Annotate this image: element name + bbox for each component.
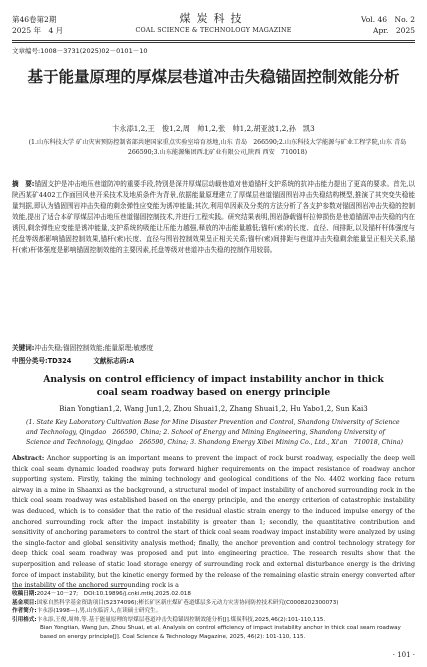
affiliations-zh: (1.山东科技大学 矿山灾害预防控制省部共建国家重点实验室培育基地,山东 青岛 266590;2.山东科技大学能源与矿业工程学院,山东 青岛 266590;3.山东能源集团西北矿业有限公司,陕西 西安 710018) xyxy=(28,139,413,156)
abstract-zh xyxy=(12,179,415,256)
footnote-rule xyxy=(12,588,127,589)
volume-zh: 第46卷第2期 xyxy=(12,15,57,24)
abstract-en-text: Anchor supporting is an important means to prevent the impact of rock burst roadway, especially the deep well thick coal seam dynamic loaded roadway puts forward higher requirements on the impact resistance of roadway anchor supporting system. Firstly, taking the mining technology and geological conditions of the No. 4402 working face return airway in a mine in Shaanxi as the background, a structural model of impact instability of anchored surrounding rock in the thick coal seam roadway was established based on the energy principle, and the energy criterion of catastrophic instability was deduced, which is to consider that the ratio of the residual elastic strain energy to the induced impulse energy of the anchored surrounding rock after the impact instability is greater than 1; secondly, the quantitative contribution and sensitivity of anchoring parameters to control the start of thick coal seam roadway impact instability were analyzed by using the single-factor and global sensitivity analysis method; finally, the anchor prevention and control technology strategy for deep thick coal seam roadway was proposed and put into engineering practice. The research results show that the superposition and release of static load storage energy of surrounding rock and external disturbance energy is the driving force of impact instability, but the kinetic energy formed by the release of the remaining elastic strain energy converted after the instability of the anchored surrounding rock is a xyxy=(12,455,415,590)
abstract-en-label: Abstract: xyxy=(12,455,45,462)
date-en: Apr. 2025 xyxy=(373,26,415,35)
journal-name-zh: 煤炭科技 xyxy=(179,12,248,25)
date-zh: 2025 年 4 月 xyxy=(12,26,64,35)
document-code: 文献标志码:A xyxy=(93,357,135,365)
citation-en: Bian Yongtian, Wang Jun, Zhou Shuai, et al. Analysis on control efficiency of impact instability anchor in thick coal seam roadway based on energy principle[J]. Coal Science & Technology Magazine, 2025, 46(2): 101-110, 115. xyxy=(40,625,401,640)
keywords-zh-text: 冲击失稳;锚固控制效能;能量原理;敏感度 xyxy=(34,344,154,352)
abstract-zh-label: 摘 要: xyxy=(12,180,35,188)
clc-number: 中图分类号:TD324 xyxy=(12,357,72,365)
title-en: Analysis on control efficiency of impact instability anchor in thick coal seam roadway based on energy principle xyxy=(43,374,384,398)
received-date: 收稿日期:2024－10－27; DOI:10.19896/j.cnki.mtkj.2025.02.018 xyxy=(12,591,191,597)
keywords-zh-label: 关键词: xyxy=(12,344,35,352)
authors-zh: 卞永添1,2,王 俊1,2,周 帅1,2,张 帅1,2,胡亚波1,2,孙 凯3 xyxy=(112,124,315,133)
keywords-zh xyxy=(12,343,415,354)
authors-en: Bian Yongtian1,2, Wang Jun1,2, Zhou Shuai1,2, Zhang Shuai1,2, Hu Yabo1,2, Sun Kai3 xyxy=(59,405,368,413)
citation-zh: 引用格式:卞永添,王俊,周帅,等.基于能量原理的厚煤层巷道冲击失稳锚固控制效能分析[J].煤炭科技,2025,46(2):101-110,115. xyxy=(12,616,326,623)
affiliations-en: (1. State Key Laboratory Cultivation Base for Mine Disaster Prevention and Control, Shandong University of Science and Technology, Qingdao 266590, China; 2. School of Energy and Mining Engineering, Shandong University of Science and Technology, Qingdao 266590, China; 3. Shandong Energy Xibei Mining Co., Ltd., Xi'an 710018, China) xyxy=(26,419,403,446)
footnotes xyxy=(12,590,415,642)
page-number: · 101 · xyxy=(392,651,415,659)
title-zh: 基于能量原理的厚煤层巷道冲击失稳锚固控制效能分析 xyxy=(27,68,400,86)
abstract-en xyxy=(12,454,415,592)
author-bio: 作者简介:卞永添(1998—),男,山东临沂人,在读硕士研究生。 xyxy=(12,608,162,615)
journal-name-en: COAL SCIENCE & TECHNOLOGY MAGAZINE xyxy=(135,27,292,34)
header-rule-thin xyxy=(12,42,415,43)
header-center xyxy=(12,12,415,36)
article-number: 文章编号:1008－3731(2025)02－0101－10 xyxy=(12,47,148,55)
header-right xyxy=(361,14,415,36)
abstract-zh-text: 锚固支护是冲击地压巷道防冲的重要手段,特别是深井厚煤层动载巷道对巷道锚杆支护系统的抗冲击能力提出了更高的要求。首先,以陕西某矿4402工作面回风巷开采技术及地质条件为背景,依据能量原理建立了厚煤层巷道锚固围岩冲击失稳结构模型,推演了其突变失稳能量判据,即认为锚固围岩冲击失稳的剩余弹性应变能为诱冲能量;其次,利用单因素及分类的方法分析了各支护参数对锚固围岩冲击失稳的控制效能,提出了适合本矿厚煤层冲击地压巷道锚固控制技术,并进行工程实践。研究结果表明,围岩静载锚杆拉伸损伤是巷道锚固冲击失稳的内在诱因,剩余弹性应变能是诱冲能量,支护系统的吸能让压能力越强,释放的冲击能量越低;锚杆(索)的长度、直径、间排距,以及锚杆杆体强度与托盘等级都影响锚固控制效果,锚杆(索)长度、直径与围岩控制效果呈正相关关系;锚杆(索)间排距与巷道冲击失稳剩余能量呈正相关关系,锚杆(索)杆体强度是影响锚固控制效能的主要因素,托盘等级对巷道冲击失稳的控制作用较弱。 xyxy=(12,180,415,254)
journal-header xyxy=(12,12,415,42)
fund-project: 基金项目:国家自然科学基金资助项目(52374096);彬长矿区新庄煤矿巷道煤层多元动力灾害协同防控技术研究(C0008202300073) xyxy=(12,599,339,606)
header-rule xyxy=(12,40,415,41)
volume-en: Vol. 46 No. 2 xyxy=(361,15,415,24)
classification-zh xyxy=(12,356,415,367)
